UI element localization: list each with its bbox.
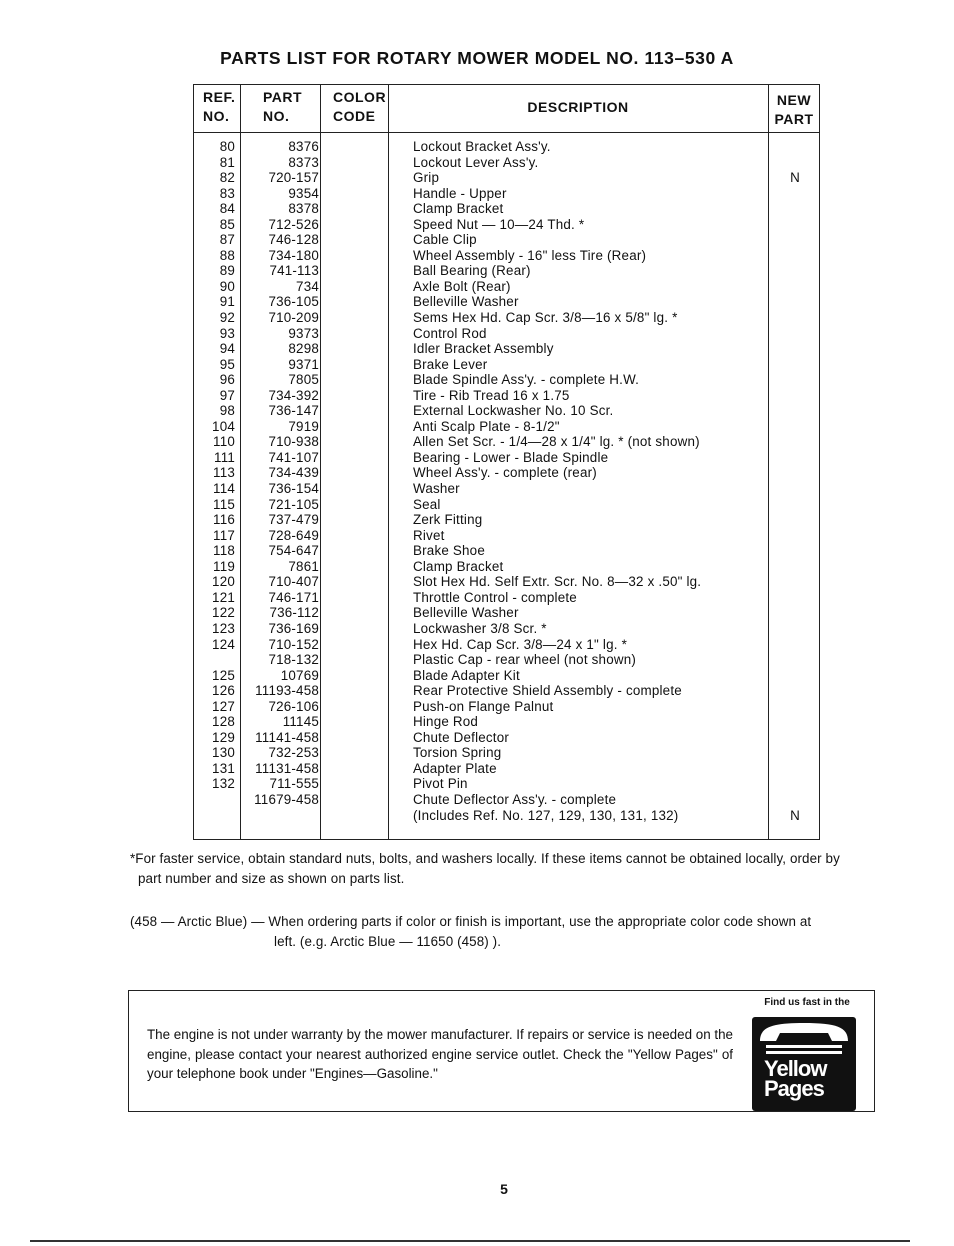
description-cell: Blade Adapter Kit — [413, 667, 520, 683]
table-row — [193, 279, 820, 295]
ref-cell: 113 — [213, 465, 235, 481]
description-cell: Plastic Cap - rear wheel (not shown) — [413, 652, 637, 668]
ref-cell: 87 — [219, 232, 235, 248]
ref-cell: 91 — [219, 294, 235, 310]
description-cell: Control Rod — [413, 325, 487, 341]
table-row — [193, 403, 820, 419]
description-cell: Anti Scalp Plate - 8-1/2" — [413, 418, 560, 434]
table-row — [193, 248, 820, 264]
description-cell: Bearing - Lower - Blade Spindle — [413, 449, 609, 465]
table-row — [193, 232, 820, 248]
ref-cell: 131 — [212, 760, 235, 776]
ref-cell: 129 — [212, 729, 235, 745]
description-cell: Allen Set Scr. - 1/4—28 x 1/4" lg. * (not shown) — [413, 434, 700, 450]
table-row — [193, 419, 820, 435]
ref-cell: 95 — [219, 356, 235, 372]
header-description: DESCRIPTION — [527, 99, 629, 115]
table-row — [193, 326, 820, 342]
ref-cell: 123 — [212, 620, 235, 636]
part-cell: 754-647 — [268, 543, 319, 559]
ref-cell: 126 — [212, 683, 235, 699]
table-row — [193, 186, 820, 202]
part-cell: 9373 — [288, 325, 319, 341]
ref-cell: 83 — [219, 185, 235, 201]
yellow-pages-wordmark: Yellow Pages — [764, 1056, 827, 1101]
description-cell: Handle - Upper — [413, 185, 507, 201]
description-cell: Wheel Ass'y. - complete (rear) — [413, 465, 597, 481]
part-cell: 741-113 — [269, 263, 319, 279]
part-cell: 737-479 — [268, 512, 319, 528]
part-cell: 9354 — [288, 185, 319, 201]
ref-cell: 81 — [219, 154, 235, 170]
part-cell: 8373 — [288, 154, 319, 170]
part-cell: 11145 — [282, 714, 319, 730]
table-row — [193, 294, 820, 310]
ref-cell: 130 — [212, 745, 235, 761]
table-row — [193, 605, 820, 621]
description-cell: Belleville Washer — [413, 605, 519, 621]
ref-cell: 80 — [219, 139, 235, 154]
header-rule — [768, 132, 820, 133]
description-cell: Push-on Flange Palnut — [413, 698, 554, 714]
header-new-part: NEW PART — [774, 92, 814, 127]
ref-cell: 111 — [214, 449, 235, 465]
ref-cell: 84 — [219, 201, 235, 217]
new-part-cell: N — [790, 170, 800, 186]
table-row — [193, 263, 820, 279]
part-cell: 710-209 — [268, 310, 319, 326]
ref-cell: 97 — [219, 387, 235, 403]
part-cell: 11193-458 — [255, 683, 319, 699]
table-row — [193, 776, 820, 792]
description-cell: Torsion Spring — [413, 745, 502, 761]
ref-cell: 122 — [212, 605, 235, 621]
ref-cell: 119 — [213, 558, 235, 574]
description-cell: Hex Hd. Cap Scr. 3/8—24 x 1" lg. * — [413, 636, 627, 652]
ref-cell: 92 — [219, 310, 235, 326]
ref-cell: 118 — [213, 543, 235, 559]
part-cell: 721-105 — [268, 496, 319, 512]
page-title: PARTS LIST FOR ROTARY MOWER MODEL NO. 113–530 A — [220, 48, 734, 68]
part-cell: 8298 — [288, 341, 319, 357]
ref-cell: 98 — [219, 403, 235, 419]
part-cell: 734-439 — [268, 465, 319, 481]
description-cell: Tire - Rib Tread 16 x 1.75 — [413, 387, 570, 403]
part-cell: 736-147 — [268, 403, 319, 419]
ref-cell: 125 — [212, 667, 235, 683]
table-row — [193, 372, 820, 388]
parts-rows — [193, 139, 820, 823]
table-row — [193, 792, 820, 808]
color-code-note: (458 — Arctic Blue) — When ordering parts if color or finish is important, use the appropriate color code shown at left. (e.g. Arctic Blue — 11650 (458) ). — [130, 914, 812, 949]
table-row — [193, 139, 820, 155]
part-cell: 710-938 — [268, 434, 319, 450]
description-cell: Ball Bearing (Rear) — [413, 263, 531, 279]
part-cell: 11131-458 — [255, 760, 319, 776]
table-row — [193, 761, 820, 777]
part-cell: 710-152 — [268, 636, 319, 652]
table-row — [193, 512, 820, 528]
ref-cell: 94 — [219, 341, 235, 357]
table-row — [193, 621, 820, 637]
ref-cell: 89 — [219, 263, 235, 279]
description-cell: Lockout Bracket Ass'y. — [413, 139, 551, 154]
table-row — [193, 528, 820, 544]
part-cell: 7805 — [288, 372, 319, 388]
table-row — [193, 341, 820, 357]
description-cell: Grip — [413, 170, 440, 186]
description-cell: External Lockwasher No. 10 Scr. — [413, 403, 614, 419]
table-row — [193, 559, 820, 575]
table-row — [193, 310, 820, 326]
table-row — [193, 574, 820, 590]
table-row — [193, 217, 820, 233]
table-row — [193, 155, 820, 171]
description-cell: Cable Clip — [413, 232, 477, 248]
part-cell: 10769 — [280, 667, 319, 683]
table-row — [193, 652, 820, 668]
part-cell: 712-526 — [268, 216, 319, 232]
ref-cell: 82 — [219, 170, 235, 186]
header-color-code: COLOR CODE — [333, 89, 387, 124]
table-row — [193, 450, 820, 466]
part-cell: 736-169 — [268, 620, 319, 636]
description-cell: Lockout Lever Ass'y. — [413, 154, 539, 170]
description-cell: (Includes Ref. No. 127, 129, 130, 131, 132) — [413, 807, 679, 823]
table-row — [193, 730, 820, 746]
description-cell: Zerk Fitting — [413, 512, 483, 528]
ref-cell: 128 — [212, 714, 235, 730]
ref-cell: 96 — [219, 372, 235, 388]
yellow-pages-caption: Find us fast in the — [764, 997, 850, 1008]
part-cell: 710-407 — [268, 574, 319, 590]
description-cell: Clamp Bracket — [413, 201, 504, 217]
description-cell: Brake Lever — [413, 356, 488, 372]
ref-cell: 127 — [212, 698, 235, 714]
table-row — [193, 465, 820, 481]
part-cell: 720-157 — [268, 170, 319, 186]
ref-cell: 110 — [213, 434, 235, 450]
description-cell: Brake Shoe — [413, 543, 485, 559]
ref-cell: 132 — [212, 776, 235, 792]
description-cell: Rear Protective Shield Assembly - complete — [413, 683, 682, 699]
ref-cell: 116 — [213, 512, 235, 528]
description-cell: Throttle Control - complete — [413, 589, 577, 605]
part-cell: 734 — [296, 278, 319, 294]
part-cell: 7861 — [288, 558, 319, 574]
part-cell: 9371 — [288, 356, 319, 372]
table-row — [193, 388, 820, 404]
part-cell: 8378 — [288, 201, 319, 217]
asterisk-note: *For faster service, obtain standard nuts, bolts, and washers locally. If these items cannot be obtained locally, order by part number and size as shown on parts list. — [130, 851, 840, 886]
table-row — [193, 714, 820, 730]
ref-cell: 88 — [219, 247, 235, 263]
part-cell: 726-106 — [268, 698, 319, 714]
page-number: 5 — [500, 1181, 508, 1197]
description-cell: Chute Deflector — [413, 729, 510, 745]
part-cell: 734-392 — [268, 387, 319, 403]
part-cell: 11141-458 — [255, 729, 319, 745]
description-cell: Pivot Pin — [413, 776, 468, 792]
table-row — [193, 637, 820, 653]
table-row — [193, 481, 820, 497]
description-cell: Slot Hex Hd. Self Extr. Scr. No. 8—32 x .50" lg. — [413, 574, 702, 590]
warranty-text: The engine is not under warranty by the mower manufacturer. If repairs or service is needed on the engine, please contact your nearest authorized engine service outlet. Check the "Yellow Pages" of your telephone book under "Engines—Gasoline." — [147, 1027, 733, 1081]
part-cell: 736-105 — [268, 294, 319, 310]
bottom-rule — [30, 1240, 910, 1242]
description-cell: Washer — [413, 481, 460, 497]
table-row — [193, 434, 820, 450]
table-row — [193, 170, 820, 186]
part-cell: 746-128 — [268, 232, 319, 248]
description-cell: Sems Hex Hd. Cap Scr. 3/8—16 x 5/8" lg. * — [413, 310, 678, 326]
ref-cell: 93 — [219, 325, 235, 341]
table-row — [193, 808, 820, 824]
header-rule — [194, 132, 768, 133]
part-cell: 8376 — [288, 139, 319, 154]
ref-cell: 121 — [212, 589, 235, 605]
part-cell: 728-649 — [268, 527, 319, 543]
ref-cell: 117 — [213, 527, 235, 543]
table-row — [193, 590, 820, 606]
table-row — [193, 497, 820, 513]
description-cell: Speed Nut — 10—24 Thd. * — [413, 216, 585, 232]
description-cell: Wheel Assembly - 16" less Tire (Rear) — [413, 247, 647, 263]
part-cell: 732-253 — [268, 745, 319, 761]
ref-cell: 85 — [219, 216, 235, 232]
part-cell: 736-112 — [269, 605, 319, 621]
yellow-pages-logo — [752, 1017, 856, 1111]
description-cell: Chute Deflector Ass'y. - complete — [413, 791, 617, 807]
description-cell: Seal — [413, 496, 441, 512]
table-row — [193, 201, 820, 217]
description-cell: Lockwasher 3/8 Scr. * — [413, 620, 547, 636]
description-cell: Idler Bracket Assembly — [413, 341, 554, 357]
part-cell: 741-107 — [268, 449, 319, 465]
part-cell: 734-180 — [268, 247, 319, 263]
table-row — [193, 357, 820, 373]
description-cell: Rivet — [413, 527, 445, 543]
ref-cell: 120 — [212, 574, 235, 590]
description-cell: Axle Bolt (Rear) — [413, 278, 511, 294]
description-cell: Clamp Bracket — [413, 558, 504, 574]
new-part-cell: N — [790, 807, 800, 823]
table-row — [193, 543, 820, 559]
ref-cell: 124 — [212, 636, 235, 652]
part-cell: 711-555 — [269, 776, 319, 792]
description-cell: Adapter Plate — [413, 760, 497, 776]
table-row — [193, 668, 820, 684]
description-cell: Belleville Washer — [413, 294, 519, 310]
part-cell: 718-132 — [268, 652, 319, 668]
table-row — [193, 683, 820, 699]
part-cell: 736-154 — [268, 481, 319, 497]
header-ref: REF. NO. — [203, 89, 236, 124]
table-row — [193, 745, 820, 761]
header-part: PART NO. — [263, 89, 303, 124]
table-row — [193, 699, 820, 715]
description-cell: Hinge Rod — [413, 714, 479, 730]
description-cell: Blade Spindle Ass'y. - complete H.W. — [413, 372, 640, 388]
part-cell: 7919 — [288, 418, 319, 434]
ref-cell: 90 — [219, 278, 235, 294]
ref-cell: 104 — [212, 418, 235, 434]
part-cell: 746-171 — [268, 589, 319, 605]
ref-cell: 114 — [213, 481, 235, 497]
part-cell: 11679-458 — [254, 791, 319, 807]
ref-cell: 115 — [213, 496, 235, 512]
